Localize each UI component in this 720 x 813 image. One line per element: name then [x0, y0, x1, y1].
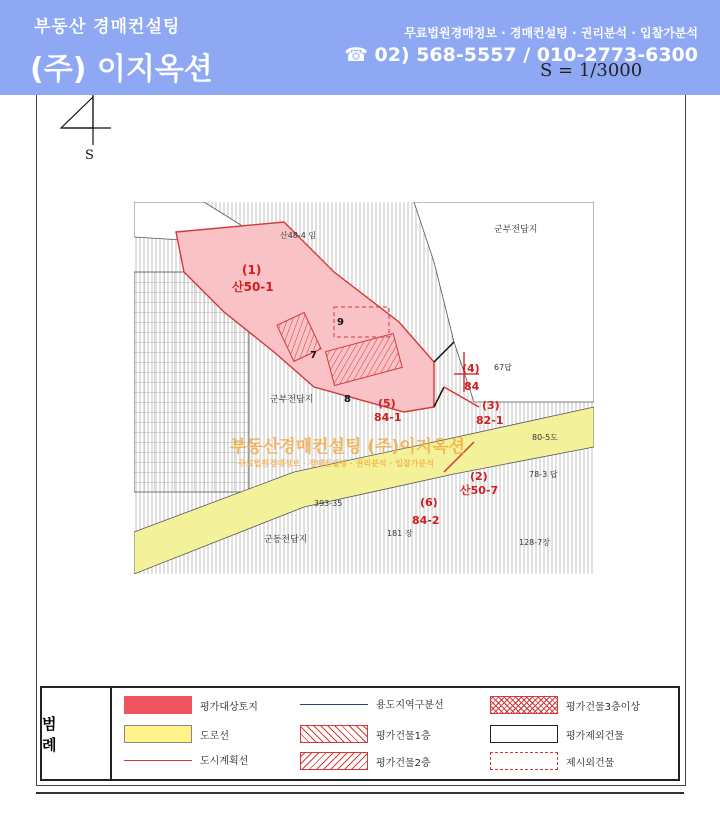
scale-label: S = 1/3000	[540, 60, 643, 81]
legend-label: 용도지역구분선	[376, 700, 444, 711]
legend-item	[124, 752, 248, 767]
legend-swatch	[490, 725, 558, 743]
north-arrow-icon	[55, 95, 115, 150]
watermark-subtitle: 무료법원경매정보 · 경매컨설팅 · 권리분석 · 입찰가분석	[238, 459, 434, 468]
lot-label: 80-5도	[532, 433, 558, 442]
legend-item	[124, 696, 258, 714]
legend-swatch	[300, 695, 368, 705]
legend-label: 평가건물2층	[376, 757, 431, 769]
bottom-divider	[36, 792, 684, 794]
legend-item	[300, 696, 444, 711]
parcel-label: (1)	[242, 263, 262, 277]
parcel-label: (3)	[482, 399, 500, 412]
parcel-id: 84	[464, 380, 480, 393]
services-text: 무료법원경매정보 · 경매컨설팅 · 권리분석 · 입찰가분석	[404, 26, 698, 40]
lot-label: 393-35	[314, 499, 343, 508]
legend-item	[490, 752, 614, 770]
legend-swatch	[124, 696, 192, 714]
company-name: (주) 이지옥션	[30, 52, 213, 87]
place-label: 군부전답지	[270, 395, 314, 405]
parcel-id: 84-1	[374, 411, 402, 424]
parcel-id: 84-2	[412, 514, 440, 527]
legend-header: 범 례	[42, 688, 112, 779]
building-number: 9	[337, 317, 344, 328]
legend-item	[490, 696, 640, 714]
legend-label: 도로선	[200, 730, 229, 742]
legend-swatch	[490, 696, 558, 714]
parcel-label: (6)	[420, 496, 438, 509]
parcel-label: (4)	[462, 362, 480, 375]
legend-label: 평가대상토지	[200, 701, 258, 713]
legend-label: 평가건물3층이상	[566, 701, 640, 713]
place-label: 군동전답지	[264, 535, 308, 545]
legend-label: 도시계획선	[200, 756, 249, 767]
lot-label: 67답	[494, 363, 512, 372]
banner-subtitle: 부동산 경매컨설팅	[34, 17, 181, 37]
legend-item	[300, 725, 431, 743]
legend-swatch	[300, 752, 368, 770]
lot-label: 78-3 답	[529, 470, 558, 479]
legend-swatch	[124, 751, 192, 761]
legend-swatch	[490, 752, 558, 770]
legend-item	[124, 725, 229, 743]
lot-label: 128-7장	[519, 538, 550, 547]
watermark-title: 부동산경매컨설팅 (주)이지옥션	[230, 437, 465, 457]
legend-label: 제시외건물	[566, 757, 615, 769]
parcel-id: 82-1	[476, 414, 504, 427]
cadastral-map	[134, 202, 594, 574]
lot-label: 산48-4 임	[280, 231, 317, 240]
parcel-label: (2)	[470, 470, 488, 483]
place-label: 군부전답지	[494, 225, 538, 235]
map-legend	[40, 686, 680, 781]
legend-label: 평가제외건물	[566, 730, 624, 742]
legend-swatch	[124, 725, 192, 743]
parcel-id: 산50-1	[232, 280, 274, 294]
lot-label: 181 장	[387, 529, 413, 538]
phone-number[interactable]: ☎ 02) 568-5557 / 010-2773-6300	[344, 44, 698, 66]
legend-swatch	[300, 725, 368, 743]
building-number: 8	[344, 394, 351, 405]
parcel-label: (5)	[378, 397, 396, 410]
south-label: S	[85, 148, 94, 163]
parcel-id: 산50-7	[460, 484, 499, 497]
building-number: 7	[310, 350, 317, 361]
legend-item	[300, 752, 431, 770]
legend-label: 평가건물1층	[376, 730, 431, 742]
legend-item	[490, 725, 624, 743]
